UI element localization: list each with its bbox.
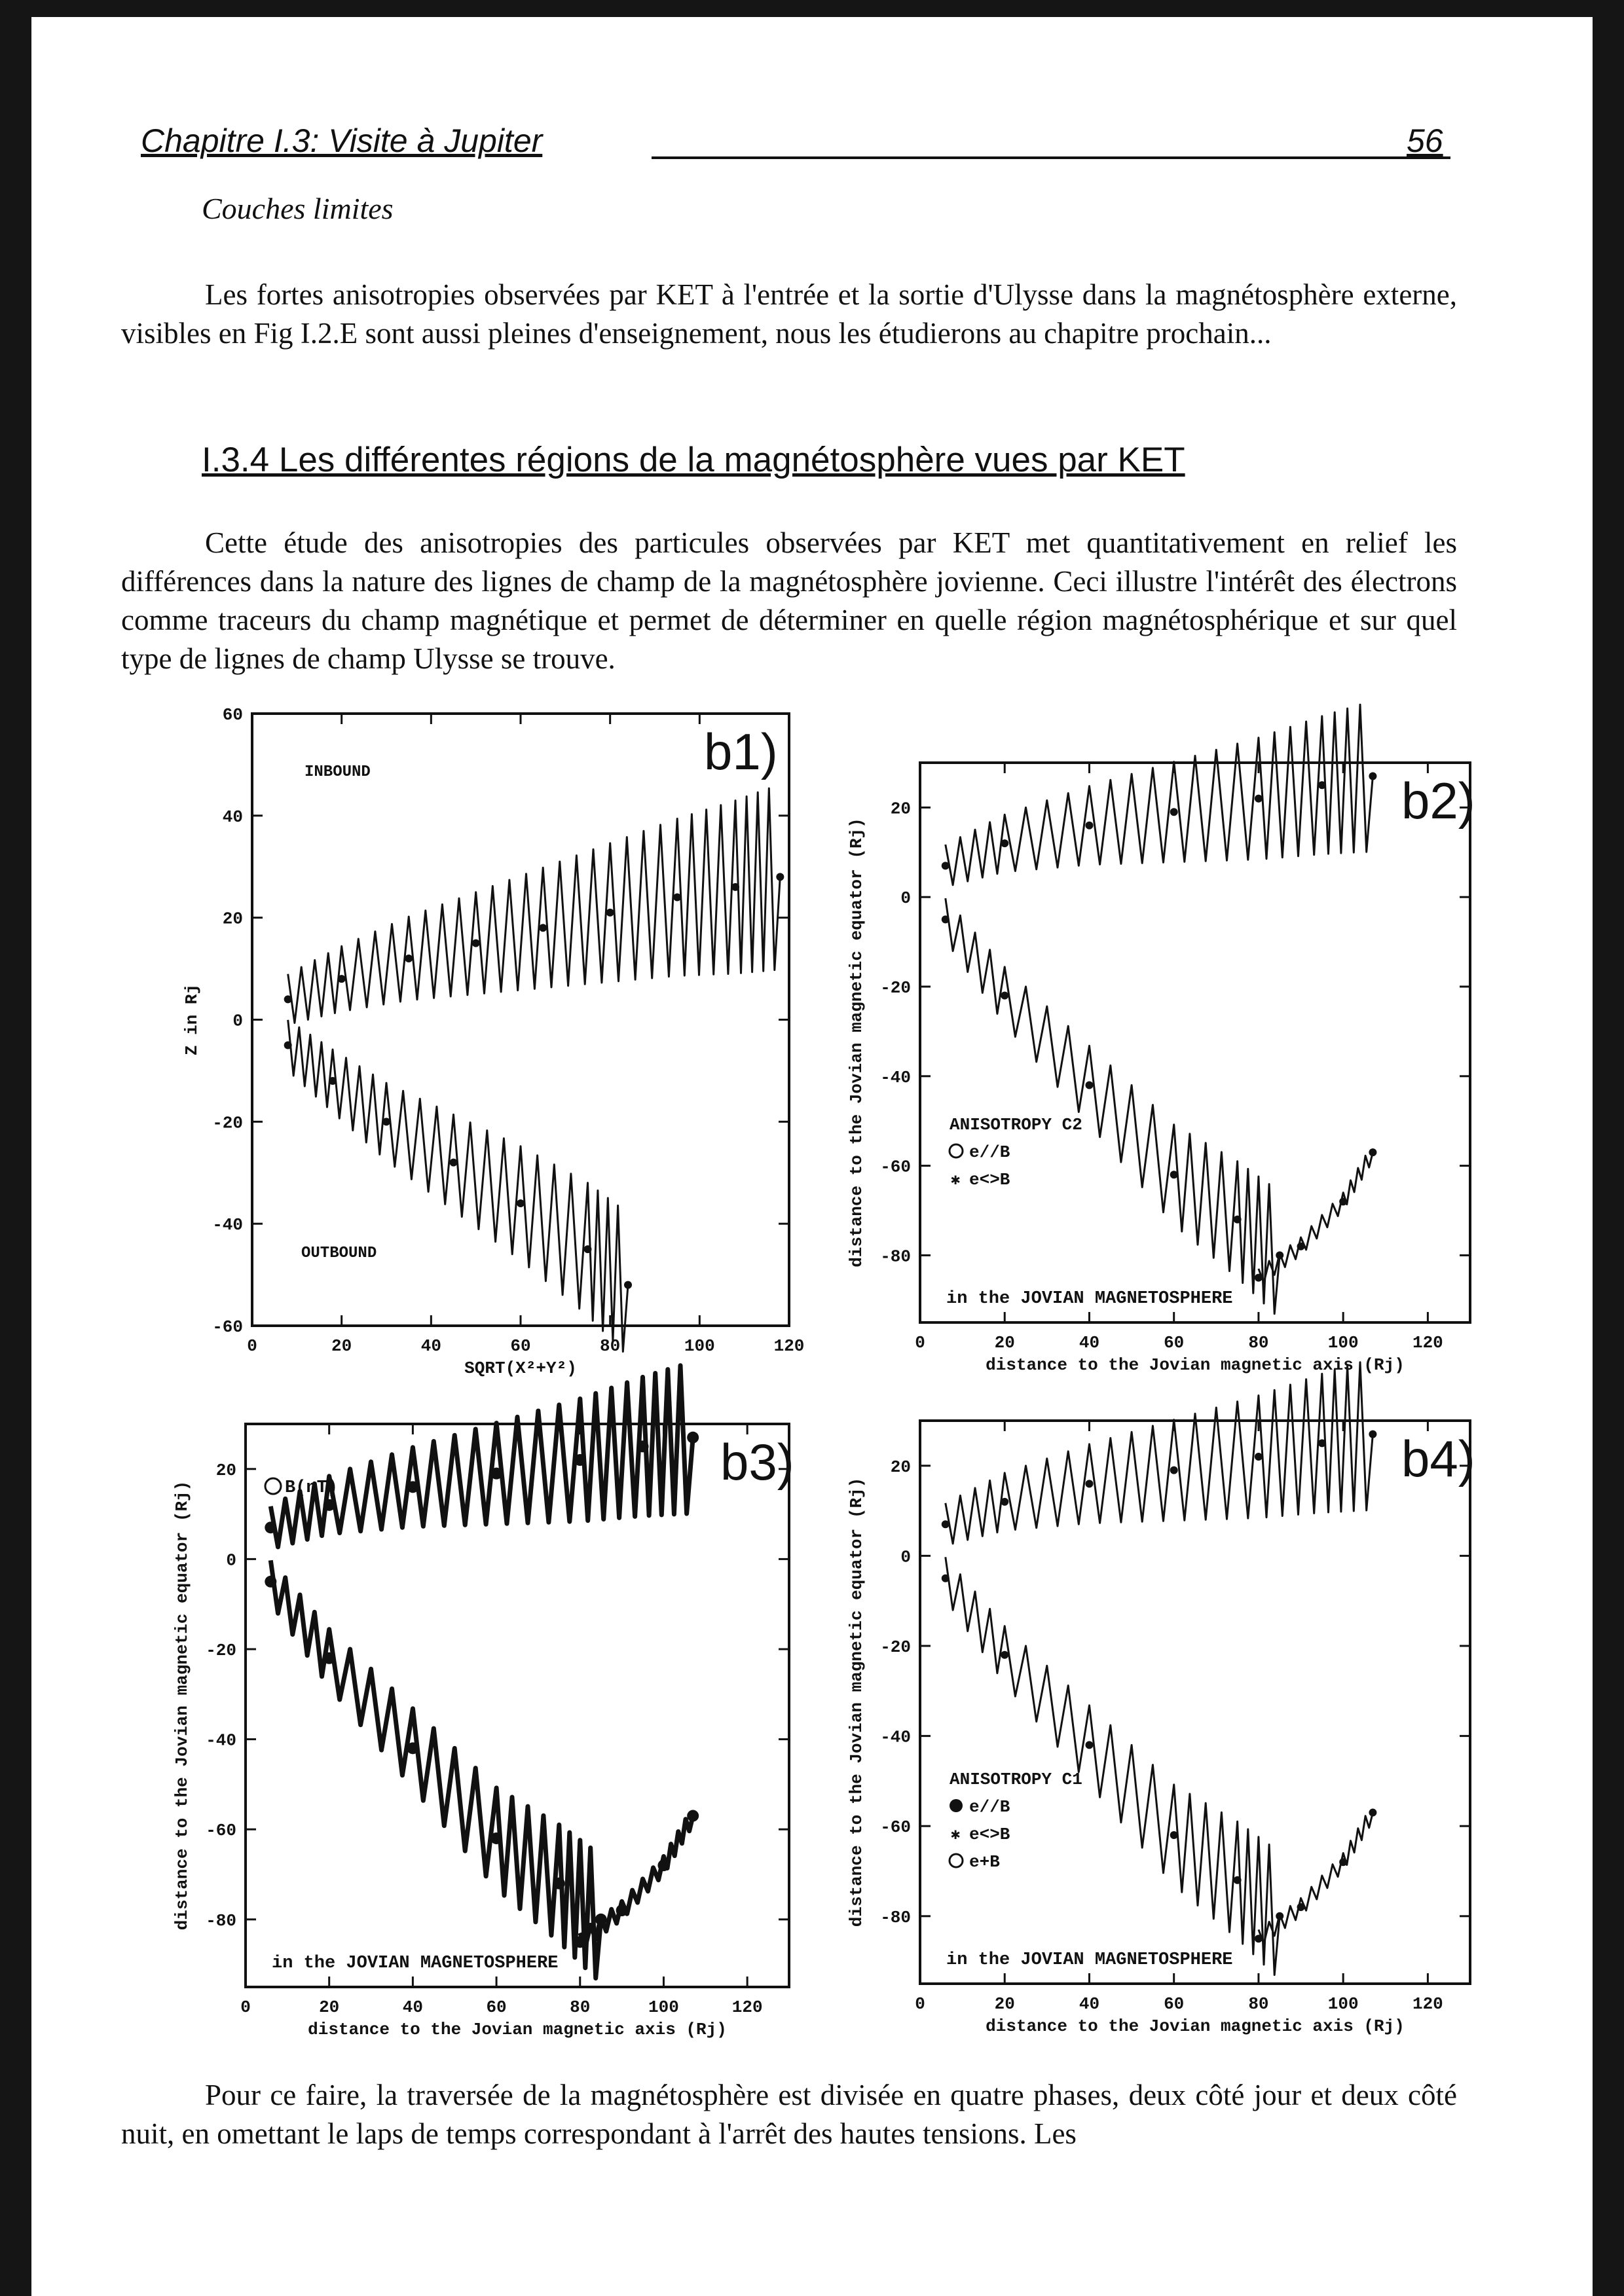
x-tick-label: 80 — [1248, 1994, 1269, 2014]
data-point — [1369, 1148, 1376, 1156]
magnetosphere-caption: in the JOVIAN MAGNETOSPHERE — [272, 1954, 559, 1973]
legend-label: B(nT) — [285, 1478, 339, 1498]
data-point — [1001, 992, 1008, 1000]
series-line — [270, 1366, 693, 1547]
x-tick-label: 20 — [331, 1336, 352, 1356]
panel-tag: b1) — [704, 723, 778, 780]
x-tick-label: 100 — [1327, 1994, 1359, 2014]
data-point — [942, 1575, 950, 1582]
chart-panel-3 — [172, 1366, 794, 2039]
plot-frame — [920, 1421, 1470, 1984]
data-point — [673, 894, 681, 902]
series-line — [580, 1816, 693, 1947]
x-tick-label: 100 — [648, 1997, 679, 2017]
x-tick-label: 40 — [1079, 1994, 1100, 2014]
data-point — [407, 1742, 418, 1754]
data-point — [1170, 808, 1178, 816]
plot-frame — [252, 714, 789, 1326]
y-axis-label: Z in Rj — [182, 983, 202, 1056]
y-tick-label: 20 — [215, 1460, 236, 1480]
legend-label: e//B — [969, 1142, 1010, 1162]
y-tick-label: -80 — [206, 1910, 236, 1931]
x-tick-label: 60 — [510, 1336, 531, 1356]
y-tick-label: -20 — [880, 978, 911, 998]
data-point — [584, 1245, 592, 1253]
series-line — [946, 1557, 1280, 1975]
x-tick-label: 120 — [1412, 1333, 1443, 1353]
section-heading: I.3.4 Les différentes régions de la magnétosphère vues par KET — [202, 441, 1185, 479]
figure-panels — [151, 701, 1486, 2049]
data-point — [323, 1499, 335, 1511]
data-point — [1369, 1430, 1376, 1438]
chapter-title: Chapitre I.3: Visite à Jupiter — [141, 122, 543, 159]
legend-marker-star: ✱ — [951, 1827, 961, 1844]
y-tick-label: 20 — [222, 909, 243, 929]
data-point — [624, 1281, 632, 1289]
data-point — [1369, 1809, 1376, 1817]
y-tick-label: -60 — [206, 1821, 236, 1841]
x-tick-label: 0 — [240, 1997, 251, 2017]
series-line — [270, 1560, 600, 1978]
x-tick-label: 120 — [773, 1336, 805, 1356]
data-point — [1318, 1439, 1326, 1447]
data-point — [472, 939, 480, 947]
data-point — [637, 1440, 649, 1452]
data-point — [265, 1522, 276, 1533]
legend-marker-filled — [950, 1799, 963, 1812]
chart-panel-1 — [182, 705, 804, 1378]
panel-tag: b4) — [1401, 1430, 1475, 1487]
legend-marker-open — [950, 1854, 963, 1867]
x-tick-label: 80 — [1248, 1333, 1269, 1353]
data-point — [1255, 1453, 1263, 1461]
annotation-outbound: OUTBOUND — [301, 1245, 377, 1262]
data-point — [1085, 1480, 1093, 1487]
x-tick-label: 0 — [915, 1994, 925, 2014]
y-tick-label: -60 — [880, 1817, 911, 1838]
y-tick-label: -80 — [880, 1247, 911, 1267]
x-tick-label: 20 — [319, 1997, 340, 2017]
chart-panel-4 — [847, 1362, 1475, 2036]
paragraph-1: Les fortes anisotropies observées par KET à l'entrée et la sortie d'Ulysse dans la magnétosphère externe, visibles en Fig I.2.E sont aussi pleines d'enseignement, nous les étudierons au chapitre prochain... — [121, 278, 1457, 350]
y-tick-label: 20 — [890, 799, 911, 819]
data-point — [382, 1118, 390, 1125]
data-point — [942, 915, 950, 923]
series-line — [946, 898, 1280, 1314]
data-point — [687, 1432, 699, 1444]
legend-label: e<>B — [969, 1170, 1010, 1190]
series-line — [288, 1020, 628, 1352]
data-point — [517, 1199, 525, 1207]
data-point — [553, 1878, 565, 1889]
y-tick-label: -60 — [212, 1317, 243, 1337]
data-point — [1297, 1903, 1305, 1911]
legend-marker-open — [950, 1144, 963, 1157]
y-axis-label: distance to the Jovian magnetic equator (Rj) — [847, 818, 866, 1267]
data-point — [574, 1454, 586, 1466]
data-point — [338, 975, 346, 983]
y-tick-label: 0 — [226, 1550, 236, 1571]
subsection-title: Couches limites — [202, 192, 394, 225]
y-tick-label: -80 — [880, 1907, 911, 1927]
data-point — [407, 1481, 418, 1493]
paragraph-2: Cette étude des anisotropies des particules observées par KET met quantitativement en relief les différences dans la nature des lignes de champ de la magnétosphère jovienne. Ceci illustre l'intérêt des électrons comme traceurs du champ magnétique et permet de déterminer en quelle région magnétosphérique et sur quel type de lignes de champ Ulysse se trouve. — [121, 526, 1457, 675]
x-tick-label: 100 — [684, 1336, 715, 1356]
data-point — [606, 909, 614, 917]
data-point — [1170, 1831, 1178, 1839]
x-tick-label: 40 — [420, 1336, 441, 1356]
legend-label: e<>B — [969, 1825, 1010, 1844]
data-point — [1369, 773, 1376, 780]
data-point — [329, 1077, 337, 1085]
data-point — [1085, 822, 1093, 829]
data-point — [1001, 1651, 1008, 1659]
x-tick-label: 60 — [486, 1997, 507, 2017]
header-rule — [652, 156, 1450, 159]
panel-tag: b3) — [720, 1433, 794, 1491]
legend-label: e+B — [969, 1852, 1000, 1872]
x-tick-label: 100 — [1327, 1333, 1359, 1353]
x-tick-label: 60 — [1164, 1994, 1185, 2014]
y-tick-label: 40 — [222, 807, 243, 827]
y-axis-label: distance to the Jovian magnetic equator (Rj) — [847, 1477, 866, 1927]
chart-panel-2 — [847, 704, 1475, 1375]
data-point — [539, 924, 547, 932]
data-point — [284, 995, 292, 1003]
y-axis-label: distance to the Jovian magnetic equator (Rj) — [172, 1480, 192, 1931]
series-line — [946, 1362, 1373, 1544]
data-point — [1255, 1935, 1263, 1942]
data-point — [1001, 1498, 1008, 1506]
data-point — [657, 1859, 669, 1871]
paragraph-3: Pour ce faire, la traversée de la magnétosphère est divisée en quatre phases, deux côté jour et deux côté nuit, en omettant le laps de temps correspondant à l'arrêt des hautes tensions. Les — [121, 2079, 1457, 2150]
data-point — [1297, 1243, 1305, 1250]
data-point — [1339, 1197, 1347, 1205]
data-point — [1085, 1741, 1093, 1749]
data-point — [265, 1576, 276, 1588]
x-axis-label: SQRT(X²+Y²) — [464, 1358, 577, 1378]
series-line — [288, 788, 781, 1023]
y-tick-label: 0 — [900, 888, 911, 909]
y-tick-label: 20 — [890, 1457, 911, 1477]
data-point — [450, 1159, 458, 1167]
data-point — [284, 1041, 292, 1049]
data-point — [490, 1468, 502, 1480]
y-tick-label: 60 — [222, 705, 243, 725]
data-point — [1234, 1876, 1242, 1884]
y-tick-label: -20 — [206, 1641, 236, 1660]
data-point — [942, 1520, 950, 1528]
figure-b — [151, 701, 1486, 2052]
data-point — [1001, 839, 1008, 847]
panel-tag: b2) — [1401, 772, 1475, 829]
data-point — [1234, 1216, 1242, 1224]
data-point — [490, 1832, 502, 1844]
legend-marker-star: ✱ — [951, 1172, 961, 1190]
y-tick-label: -40 — [212, 1215, 243, 1235]
series-line — [1259, 1152, 1373, 1283]
y-tick-label: 0 — [900, 1547, 911, 1567]
x-tick-label: 120 — [731, 1997, 763, 2017]
data-point — [731, 883, 739, 891]
x-axis-label: distance to the Jovian magnetic axis (Rj) — [308, 2020, 727, 2039]
x-tick-label: 40 — [1079, 1333, 1100, 1353]
legend-marker-open — [265, 1478, 281, 1494]
data-point — [616, 1904, 628, 1916]
x-tick-label: 120 — [1412, 1994, 1443, 2014]
x-tick-label: 60 — [1164, 1333, 1185, 1353]
y-tick-label: -20 — [880, 1637, 911, 1657]
y-tick-label: -40 — [880, 1727, 911, 1747]
data-point — [405, 955, 413, 962]
x-tick-label: 40 — [402, 1997, 423, 2017]
data-point — [574, 1936, 586, 1948]
y-tick-label: -40 — [880, 1067, 911, 1087]
x-axis-label: distance to the Jovian magnetic axis (Rj) — [986, 1355, 1405, 1375]
y-tick-label: -20 — [212, 1113, 243, 1133]
y-tick-label: -60 — [880, 1157, 911, 1177]
x-tick-label: 80 — [570, 1997, 591, 2017]
data-point — [1255, 795, 1263, 803]
data-point — [1339, 1858, 1347, 1866]
magnetosphere-caption: in the JOVIAN MAGNETOSPHERE — [946, 1289, 1233, 1309]
legend-label: e//B — [969, 1797, 1010, 1817]
x-tick-label: 0 — [247, 1336, 257, 1356]
legend-title: ANISOTROPY C1 — [950, 1770, 1082, 1789]
data-point — [323, 1652, 335, 1664]
x-axis-label: distance to the Jovian magnetic axis (Rj) — [986, 2016, 1405, 2036]
y-tick-label: -40 — [206, 1730, 236, 1751]
x-tick-label: 80 — [600, 1336, 621, 1356]
data-point — [942, 862, 950, 869]
data-point — [1255, 1274, 1263, 1282]
x-tick-label: 20 — [994, 1333, 1015, 1353]
data-point — [1085, 1081, 1093, 1089]
data-point — [776, 873, 784, 881]
x-tick-label: 0 — [915, 1333, 925, 1353]
series-line — [946, 704, 1373, 885]
page-number: 56 — [1407, 122, 1443, 159]
data-point — [1170, 1467, 1178, 1474]
magnetosphere-caption: in the JOVIAN MAGNETOSPHERE — [946, 1950, 1233, 1970]
data-point — [1318, 781, 1326, 789]
data-point — [1170, 1171, 1178, 1178]
annotation-inbound: INBOUND — [304, 763, 371, 781]
data-point — [687, 1810, 699, 1822]
legend-title: ANISOTROPY C2 — [950, 1115, 1082, 1135]
y-tick-label: 0 — [232, 1011, 243, 1031]
x-tick-label: 20 — [994, 1994, 1015, 2014]
plot-frame — [920, 763, 1470, 1322]
series-line — [1259, 1813, 1373, 1944]
